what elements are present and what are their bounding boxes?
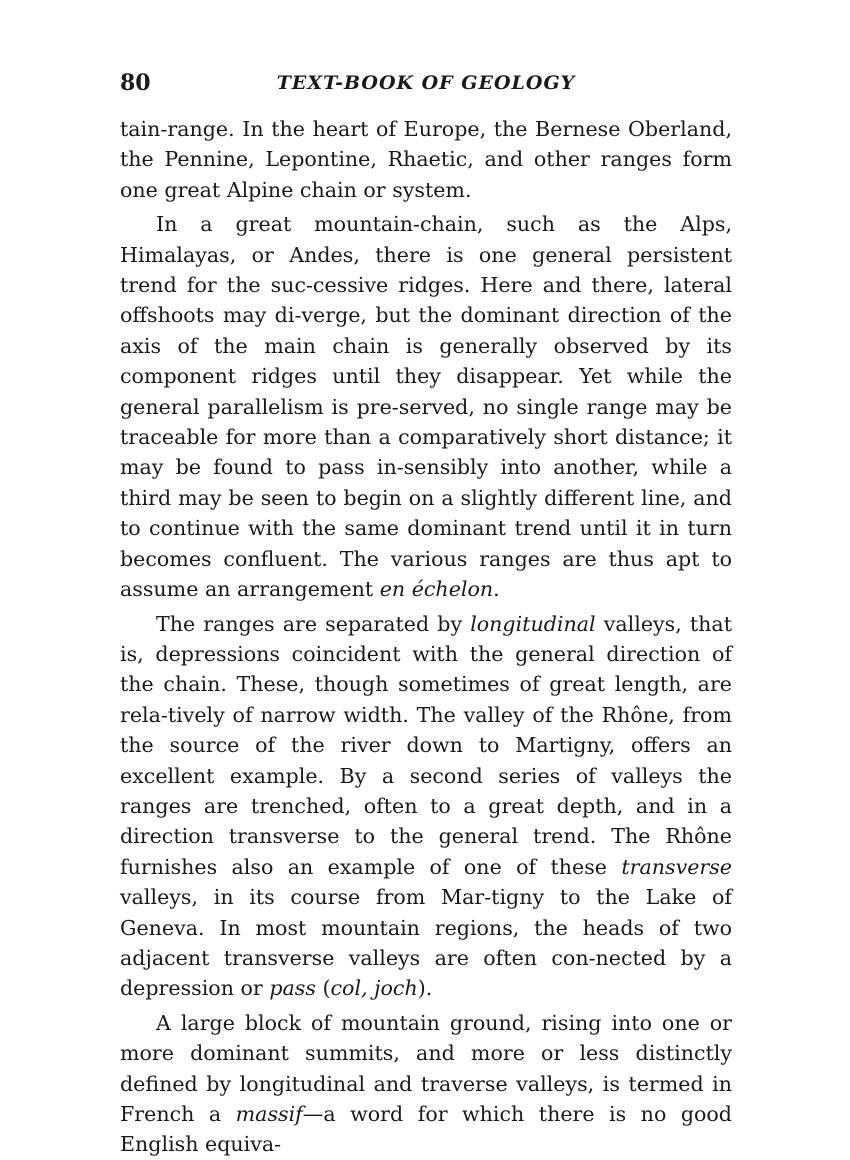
paragraph-3 (120, 609, 732, 1004)
italic-term: massif (235, 1102, 303, 1126)
text-span: —a word for which there is no good English equiva- (120, 1102, 732, 1157)
text-span: tain-range. In the heart of Europe, the Bernese Oberland, the Pennine, Lepontine, Rhaetic, and other ranges form one great Alpine chain or system. (120, 117, 732, 202)
text-span: A large block of mountain ground, rising into one or more dominant summits, and more or less distinctly defined by longitudinal and traverse valleys, is termed in French a (120, 1010, 732, 1126)
text-span: ). (417, 976, 433, 1001)
body-text (120, 114, 732, 1160)
italic-term: en échelon (379, 577, 494, 602)
text-span: The ranges are separated by (156, 611, 471, 636)
italic-term: transverse (621, 854, 732, 879)
page-header (120, 60, 732, 100)
page-number: 80 (120, 70, 151, 96)
text-span: In a great mountain-chain, such as the Alps, Himalayas, or Andes, there is one general persistent trend for the suc-cessive ridges. Here and there, lateral offshoots may di-verge, but the dominant direction of the axis of the main chain is generally observed by its component ridges until they disappear. Yet while the general parallelism is pre-served, no single range may be traceable for more than a comparatively short distance; it may be found to pass in-sensibly into another, while a third may be seen to begin on a slightly different line, and to continue with the same dominant trend until it in turn becomes confluent. The various ranges are thus apt to assume an arrangement (120, 212, 732, 602)
paragraph-4 (120, 1008, 732, 1160)
text-span: . (493, 577, 500, 602)
italic-term: pass (269, 976, 316, 1001)
running-title: TEXT-BOOK OF GEOLOGY (276, 72, 576, 94)
text-span: valleys, in its course from Mar-tigny to the Lake of Geneva. In most mountain regions, the heads of two adjacent transverse valleys are often con-nected by a depression or (120, 885, 732, 1001)
text-span: valleys, that is, depressions coincident with the general direction of the chain. These, though sometimes of great length, are rela-tively of narrow width. The valley of the Rhône, from the source of the river down to Martigny, offers an excellent example. By a second series of valleys the ranges are trenched, often to a great depth, and in a direction transverse to the general trend. The Rhône furnishes also an example of one of these (120, 611, 732, 879)
text-span: ( (315, 976, 331, 1001)
paragraph-2 (120, 209, 732, 604)
italic-term: longitudinal (470, 611, 596, 636)
paragraph-1 (120, 114, 732, 205)
italic-term: col, joch (330, 976, 418, 1001)
